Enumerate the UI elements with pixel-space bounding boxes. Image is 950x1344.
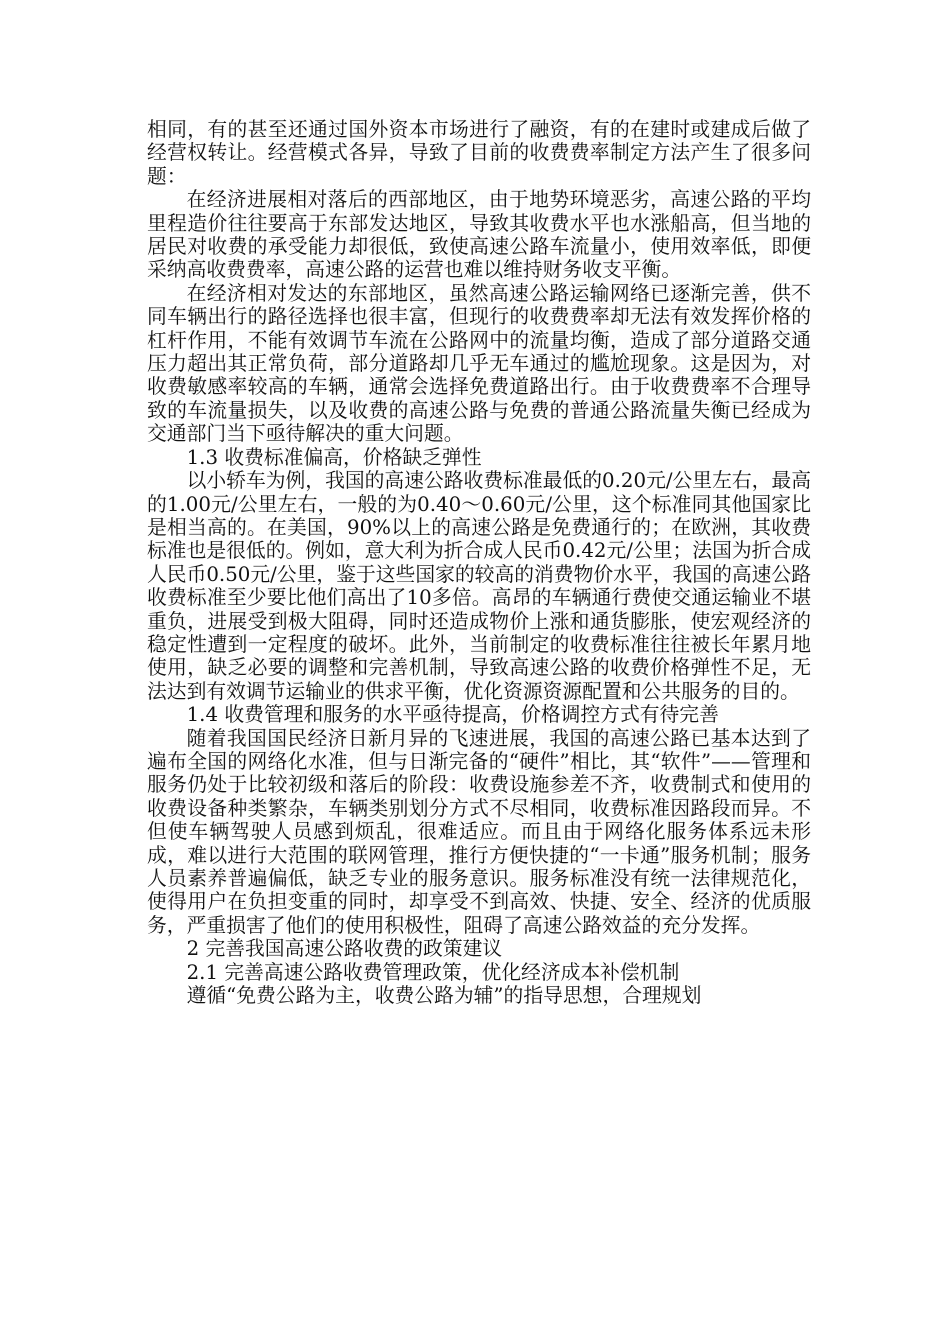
section-heading-1-3: 1.3 收费标准偏高，价格缺乏弹性 [186, 445, 482, 469]
paragraph-eastern-region: 在经济相对发达的东部地区，虽然高速公路运输网络已逐渐完善，供不同车辆出行的路径选择也很丰富，但现行的收费费率却无法有效发挥价格的杠杆作用，不能有效调节车流在公路网中的流量均衡，造成了部分道路交通压力超出其正常负荷，部分道路却几乎无车通过的尴尬现象。这是因为，对收费敏感率较高的车辆，通常会选择免费道路出行。由于收费费率不合理导致的车流量损失，以及收费的高速公路与免费的普通公路流量失衡已经成为交通部门当下亟待解决的重大问题。 [147, 281, 811, 446]
paragraph-intro-continuation: 相同，有的甚至还通过国外资本市场进行了融资，有的在建时或建成后做了经营权转让。经营模式各异，导致了目前的收费费率制定方法产生了很多问题： [147, 118, 811, 188]
paragraph-policy-guideline: 遵循“免费公路为主，收费公路为辅”的指导思想，合理规划 [186, 984, 702, 1008]
paragraph-toll-standards: 以小轿车为例，我国的高速公路收费标准最低的0.20元/公里左右，最高的1.00元/公里左右，一般的为0.40～0.60元/公里，这个标准同其他国家比是相当高的。在美国，90%以上的高速公路是免费通行的；在欧洲，其收费标准也是很低的。例如，意大利为折合成人民币0.42元/公里；法国为折合成人民币0.50元/公里，鉴于这些国家的较高的消费物价水平，我国的高速公路收费标准至少要比他们高出了10多倍。高昂的车辆通行费使交通运输业不堪重负，进展受到极大阻碍，同时还造成物价上涨和通货膨胀，使宏观经济的稳定性遭到一定程度的破坏。此外，当前制定的收费标准往往被长年累月地使用，缺乏必要的调整和完善机制，导致高速公路的收费价格弹性不足，无法达到有效调节运输业的供求平衡，优化资源资源配置和公共服务的目的。 [147, 469, 811, 703]
section-heading-1-4: 1.4 收费管理和服务的水平亟待提高，价格调控方式有待完善 [186, 703, 719, 727]
section-heading-2: 2 完善我国高速公路收费的政策建议 [186, 937, 503, 961]
paragraph-western-region: 在经济进展相对落后的西部地区，由于地势环境恶劣，高速公路的平均里程造价往往要高于东部发达地区，导致其收费水平也水涨船高，但当地的居民对收费的承受能力却很低，致使高速公路车流量小，使用效率低，即便采纳高收费费率，高速公路的运营也难以维持财务收支平衡。 [147, 188, 811, 282]
document-body [147, 118, 811, 1007]
paragraph-management-service: 随着我国国民经济日新月异的飞速进展，我国的高速公路已基本达到了遍布全国的网络化水准，但与日渐完备的“硬件”相比，其“软件”——管理和服务仍处于比较初级和落后的阶段：收费设施参差不齐，收费制式和使用的收费设备种类繁杂，车辆类别划分方式不尽相同，收费标准因路段而异。不但使车辆驾驶人员感到烦乱，很难适应。而且由于网络化服务体系远未形成，难以进行大范围的联网管理，推行方便快捷的“一卡通”服务机制；服务人员素养普遍偏低，缺乏专业的服务意识。服务标准没有统一法律规范化，使得用户在负担变重的同时，却享受不到高效、快捷、安全、经济的优质服务，严重损害了他们的使用积极性，阻碍了高速公路效益的充分发挥。 [147, 726, 811, 937]
section-heading-2-1: 2.1 完善高速公路收费管理政策，优化经济成本补偿机制 [186, 960, 680, 984]
